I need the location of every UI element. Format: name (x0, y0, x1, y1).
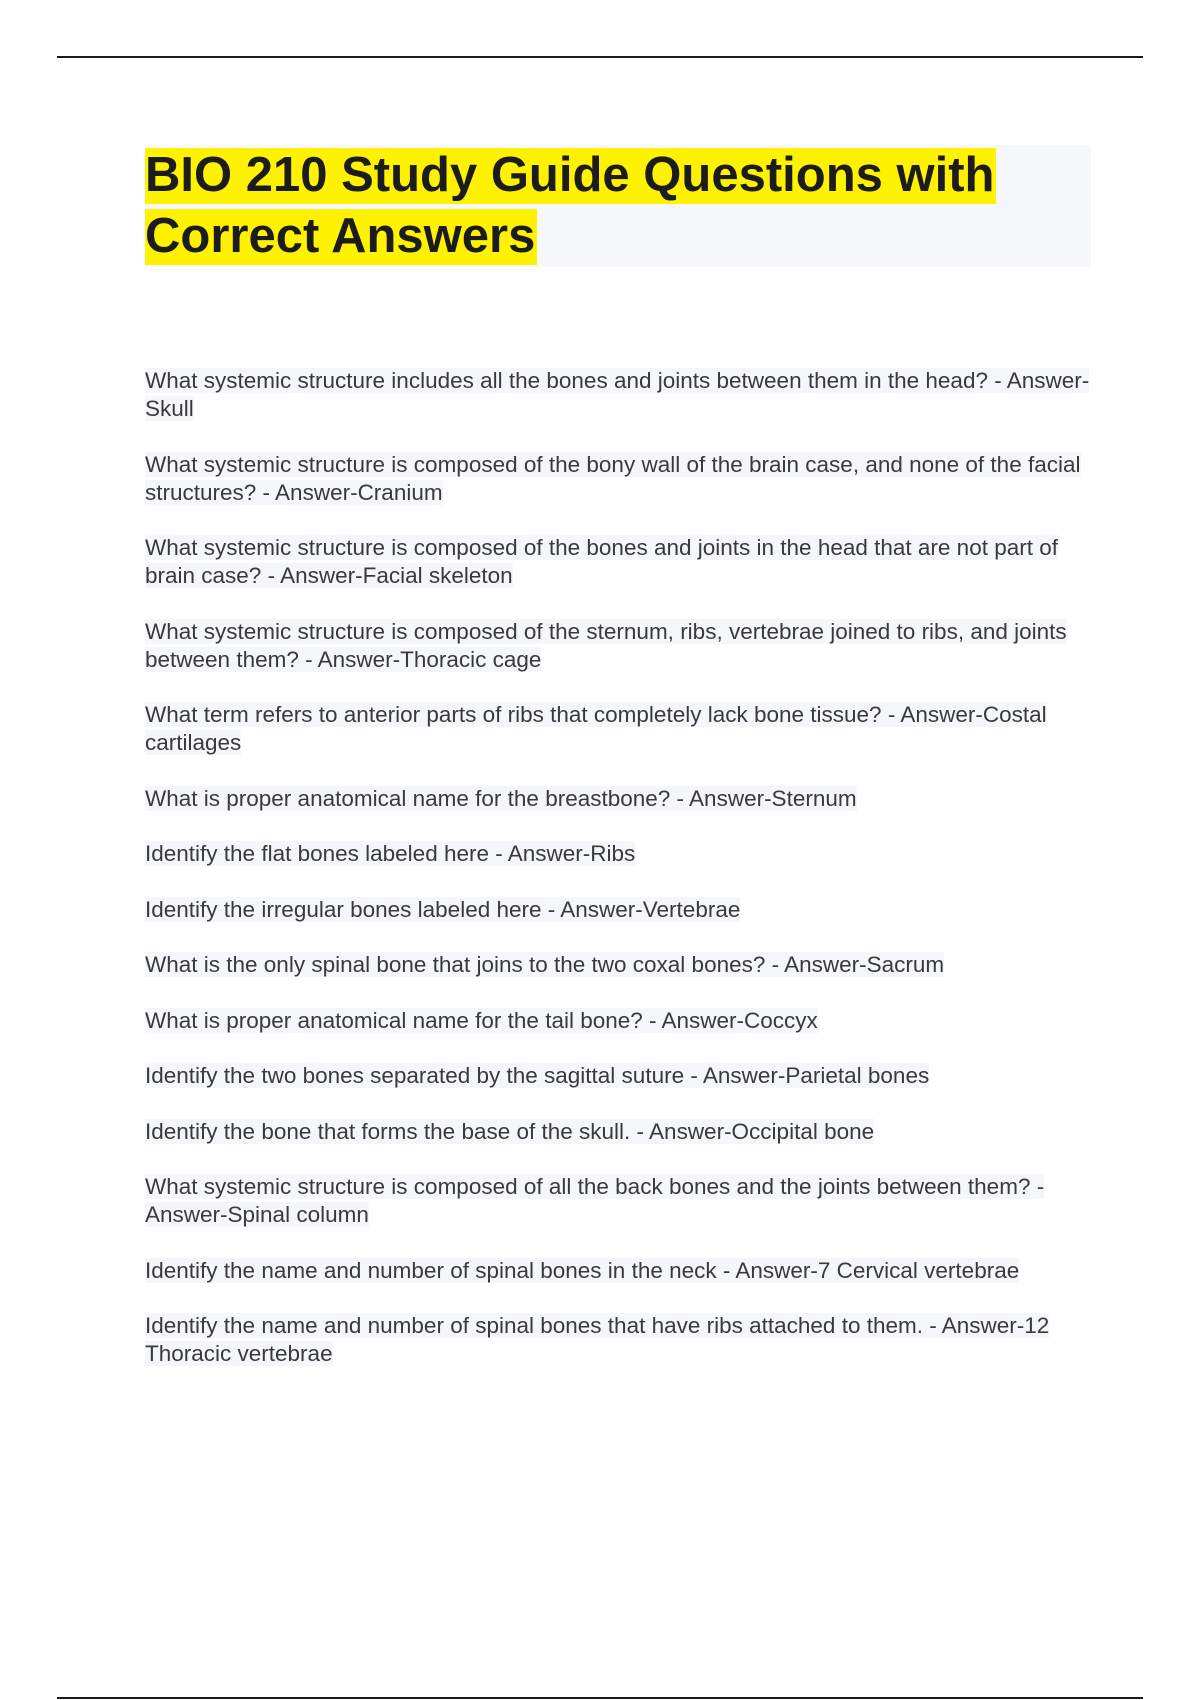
qa-item (145, 1173, 1105, 1229)
qa-item (145, 1062, 1105, 1090)
header-rule (57, 56, 1143, 58)
qa-text: What systemic structure is composed of all the back bones and the joints between them? - Answer-Spinal column (145, 1174, 1045, 1227)
qa-text: Identify the bone that forms the base of the skull. - Answer-Occipital bone (145, 1118, 875, 1144)
qa-item (145, 701, 1105, 757)
qa-text: What systemic structure is composed of the sternum, ribs, vertebrae joined to ribs, and joints between them? - Answer-Thoracic cage (145, 618, 1067, 672)
qa-text: Identify the name and number of spinal bones in the neck - Answer-7 Cervical vertebrae (145, 1257, 1020, 1283)
qa-text: What systemic structure includes all the bones and joints between them in the head? - Answer-Skull (145, 368, 1090, 421)
qa-text: Identify the flat bones labeled here - Answer-Ribs (145, 841, 636, 866)
qa-text: What is proper anatomical name for the tail bone? - Answer-Coccyx (145, 1007, 818, 1033)
qa-item (145, 1007, 1105, 1035)
qa-item (145, 1257, 1105, 1285)
footer-rule (57, 1697, 1143, 1699)
qa-text: What systemic structure is composed of the bones and joints in the head that are not part of brain case? - Answer-Facial skeleton (145, 535, 1058, 588)
qa-text: What is proper anatomical name for the breastbone? - Answer-Sternum (145, 785, 857, 811)
qa-item (145, 785, 1105, 813)
qa-text: What is the only spinal bone that joins to the two coxal bones? - Answer-Sacrum (145, 952, 945, 977)
title-line-1: BIO 210 Study Guide Questions with (145, 148, 995, 202)
qa-text: Identify the two bones separated by the sagittal suture - Answer-Parietal bones (145, 1063, 930, 1088)
qa-item (145, 840, 1105, 868)
title-block (145, 145, 1091, 267)
qa-text: What term refers to anterior parts of ribs that completely lack bone tissue? - Answer-Costal cartilages (145, 702, 1047, 755)
qa-item (145, 451, 1105, 507)
qa-item (145, 1312, 1105, 1368)
qa-item (145, 618, 1105, 674)
qa-item (145, 1118, 1105, 1146)
qa-text: Identify the name and number of spinal bones that have ribs attached to them. - Answer-12 Thoracic vertebrae (145, 1313, 1050, 1366)
qa-item (145, 951, 1105, 979)
qa-text: What systemic structure is composed of the bony wall of the brain case, and none of the facial structures? - Answer-Cranium (145, 451, 1081, 505)
qa-item (145, 534, 1105, 590)
qa-list (145, 367, 1105, 1396)
qa-item (145, 896, 1105, 924)
title-line-2: Correct Answers (145, 209, 536, 263)
qa-item (145, 367, 1105, 423)
page-title (145, 145, 1091, 267)
qa-text: Identify the irregular bones labeled here - Answer-Vertebrae (145, 896, 741, 922)
